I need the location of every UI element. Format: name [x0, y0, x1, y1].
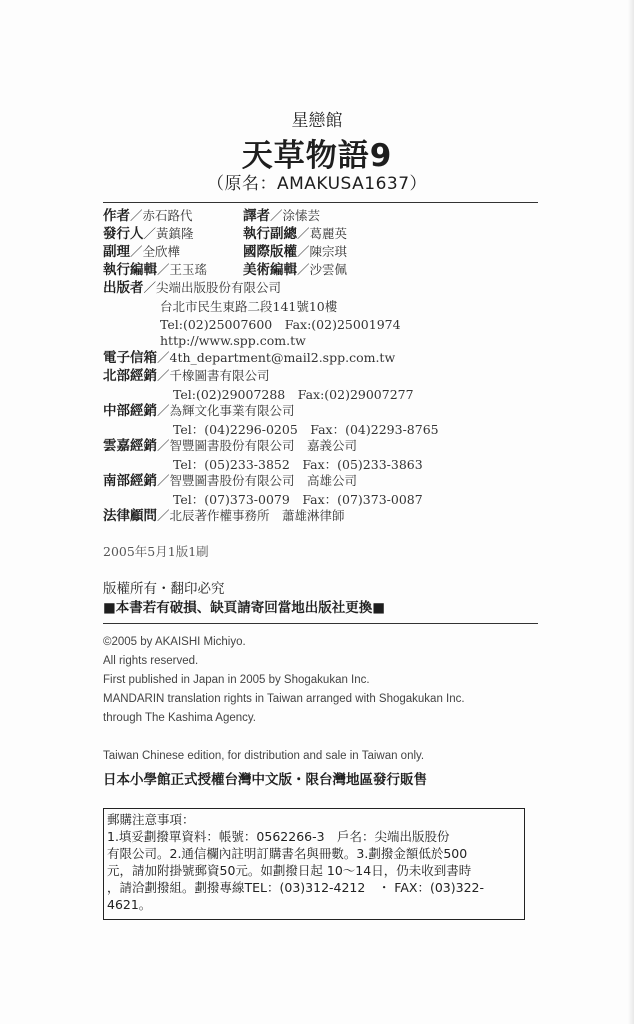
- credit-vice-manager: 副理／全欣樺: [103, 244, 181, 260]
- license-notice: 日本小學館正式授權台灣中文版・限台灣地區發行販售: [103, 772, 427, 788]
- damage-notice: ■本書若有破損、缺頁請寄回當地出版社更換■: [103, 600, 386, 616]
- mail-order-line-3: 元，請加附掛號郵資50元。如劃撥日起 10～14日，仍未收到書時: [107, 863, 472, 878]
- mail-order-line-4: ，請洽劃撥組。劃撥專線TEL：(03)312-4212 ・ FAX：(03)322-: [107, 880, 484, 895]
- translation-rights-line: MANDARIN translation rights in Taiwan arranged with Shogakukan Inc.: [103, 693, 465, 705]
- divider-middle: [103, 623, 538, 624]
- mail-order-line-2: 有限公司。2.通信欄內註明訂購書名與冊數。3.劃撥金額低於500: [107, 846, 468, 861]
- credit-art-editor: 美術編輯／沙雲佩: [243, 262, 348, 278]
- agency-line: through The Kashima Agency.: [103, 712, 257, 724]
- publisher-address: 台北市民生東路二段141號10樓: [160, 299, 338, 314]
- credit-email: 電子信箱／4th_department@mail2.spp.com.tw: [103, 350, 396, 366]
- credit-north-distributor: 北部經銷／千橡圖書有限公司: [103, 368, 270, 384]
- publisher-website: http://www.spp.com.tw: [160, 333, 306, 348]
- credit-author: 作者／赤石路代: [103, 208, 193, 224]
- south-distributor-phone: Tel：(07)373-0079 Fax：(07)373-0087: [173, 492, 423, 507]
- original-title: （原名：AMAKUSA1637）: [206, 174, 428, 194]
- north-distributor-phone: Tel:(02)29007288 Fax:(02)29007277: [173, 387, 414, 402]
- publisher-phone: Tel:(02)25007600 Fax:(02)25001974: [160, 317, 401, 332]
- credit-exec-editor: 執行編輯／王玉瑤: [103, 262, 208, 278]
- credit-south-distributor: 南部經銷／智豐圖書股份有限公司 高雄公司: [103, 473, 358, 489]
- credit-legal-advisor: 法律顧問／北辰著作權事務所 蕭雄淋律師: [103, 508, 345, 524]
- chiayi-distributor-phone: Tel：(05)233-3852 Fax：(05)233-3863: [173, 457, 423, 472]
- distribution-line: Taiwan Chinese edition, for distribution and sale in Taiwan only.: [103, 750, 425, 762]
- credit-exec-deputy: 執行副總／葛麗英: [243, 226, 348, 242]
- edition-date: 2005年5月1版1刷: [103, 544, 209, 559]
- credit-central-distributor: 中部經銷／為輝文化事業有限公司: [103, 403, 295, 419]
- credit-intl-rights: 國際版權／陳宗琪: [243, 244, 348, 260]
- book-title: 天草物語9: [241, 138, 393, 174]
- publisher-imprint: 星戀館: [291, 111, 343, 131]
- credit-chiayi-distributor: 雲嘉經銷／智豐圖書股份有限公司 嘉義公司: [103, 438, 358, 454]
- first-published-line: First published in Japan in 2005 by Shogakukan Inc.: [103, 674, 370, 686]
- central-distributor-phone: Tel：(04)2296-0205 Fax：(04)2293-8765: [173, 422, 439, 437]
- credit-publisher: 出版者／尖端出版股份有限公司: [103, 280, 282, 296]
- mail-order-heading: 郵購注意事項：: [107, 812, 195, 827]
- copyright-line: ©2005 by AKAISHI Michiyo.: [103, 636, 246, 648]
- mail-order-line-1: 1.填妥劃撥單資料：帳號：0562266-3 戶名：尖端出版股份: [107, 829, 450, 844]
- rights-notice: 版權所有・翻印必究: [103, 581, 225, 597]
- credit-issuer: 發行人／黃鎮隆: [103, 226, 194, 242]
- divider-top: [103, 202, 538, 203]
- rights-reserved-line: All rights reserved.: [103, 655, 199, 667]
- credit-translator: 譯者／涂愫芸: [243, 208, 321, 224]
- mail-order-line-5: 4621。: [107, 897, 152, 912]
